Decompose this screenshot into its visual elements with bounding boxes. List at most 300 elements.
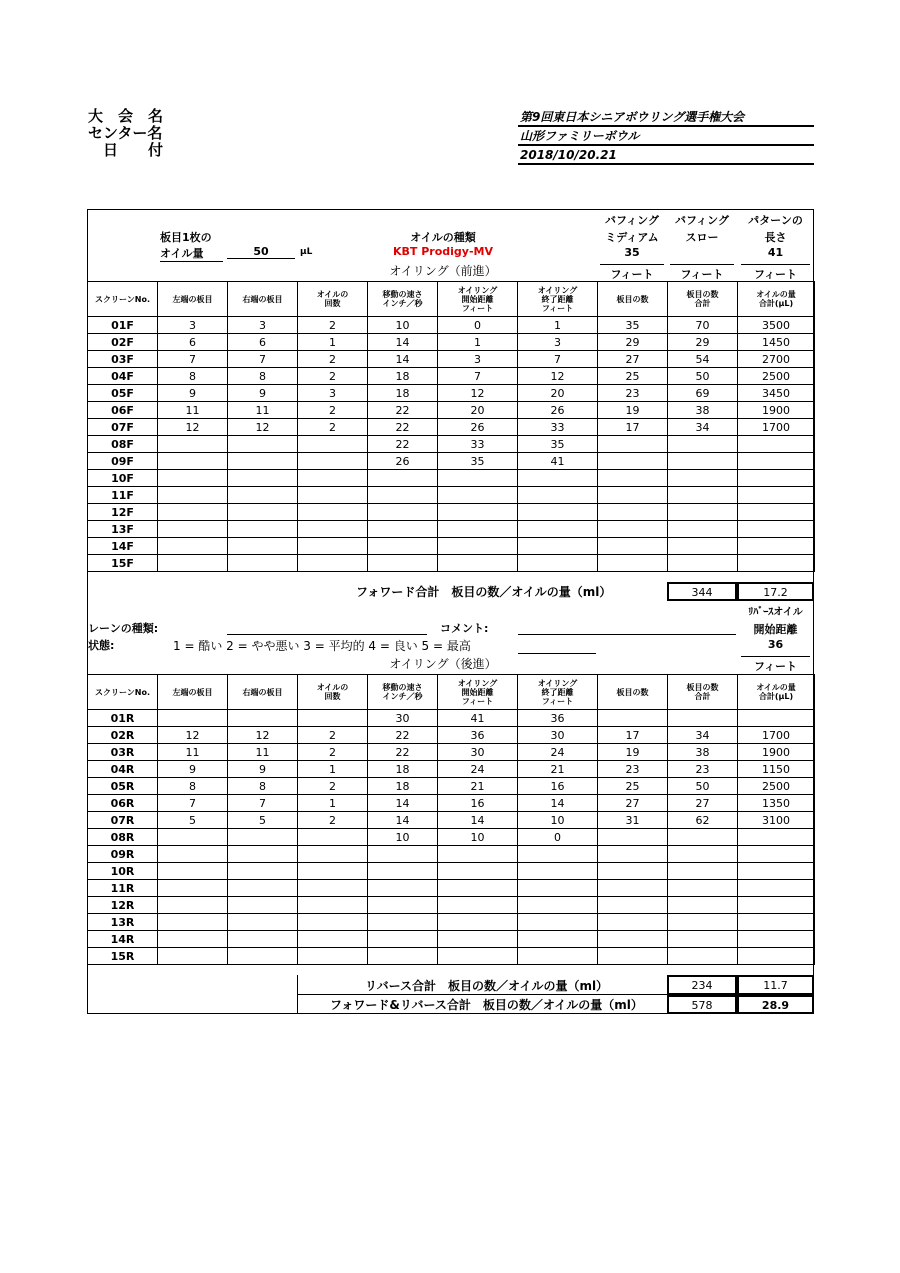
table-cell [228, 470, 298, 487]
center-name: 山形ファミリーボウル [518, 129, 814, 146]
table-cell [668, 436, 738, 453]
table-row [88, 727, 815, 744]
table-cell [368, 863, 438, 880]
table-row [88, 538, 815, 555]
table-cell: 2 [298, 351, 368, 368]
table-cell [518, 470, 598, 487]
table-row [88, 419, 815, 436]
table-cell: 2 [298, 727, 368, 744]
grand-total-boards: 578 [667, 995, 737, 1014]
label-center: センター名 [88, 124, 163, 142]
table-cell: 1450 [738, 334, 815, 351]
table-cell: 23 [598, 385, 668, 402]
table-cell: 1900 [738, 744, 815, 761]
table-cell [158, 453, 228, 470]
table-cell [438, 538, 518, 555]
reverse-column-header: オイリング 終了距離 フィート [518, 675, 598, 710]
table-cell [598, 931, 668, 948]
table-cell [668, 948, 738, 965]
table-cell [598, 846, 668, 863]
table-cell [598, 436, 668, 453]
table-cell: 7 [228, 351, 298, 368]
table-cell [368, 487, 438, 504]
table-cell: 69 [668, 385, 738, 402]
table-cell: 2 [298, 744, 368, 761]
table-row [88, 436, 815, 453]
table-cell: 0 [518, 829, 598, 846]
table-cell [518, 487, 598, 504]
reverse-start-label-1: ﾘﾊﾞｰｽオイル [748, 607, 803, 618]
table-row [88, 521, 815, 538]
table-row [88, 555, 815, 572]
table-cell [518, 931, 598, 948]
screen-number-cell: 07F [88, 419, 158, 436]
table-cell: 19 [598, 744, 668, 761]
table-cell [228, 931, 298, 948]
table-cell [228, 521, 298, 538]
table-row [88, 897, 815, 914]
table-cell [598, 914, 668, 931]
table-cell [228, 880, 298, 897]
table-cell: 70 [668, 317, 738, 334]
table-cell: 54 [668, 351, 738, 368]
table-cell [598, 538, 668, 555]
table-row [88, 453, 815, 470]
table-cell [298, 829, 368, 846]
buffing-medium-value: 35 [624, 246, 640, 259]
table-cell [298, 880, 368, 897]
screen-number-cell: 15F [88, 555, 158, 572]
table-cell: 9 [158, 761, 228, 778]
table-row [88, 863, 815, 880]
table-cell [668, 538, 738, 555]
screen-number-cell: 06F [88, 402, 158, 419]
table-cell [738, 555, 815, 572]
pattern-length-label-1: パターンの [748, 214, 803, 227]
table-cell: 1700 [738, 419, 815, 436]
reverse-column-header: オイルの 回数 [298, 675, 368, 710]
screen-number-cell: 01F [88, 317, 158, 334]
forward-table [87, 281, 815, 572]
buffing-slow-unit: フィート [670, 264, 734, 282]
table-cell: 33 [518, 419, 598, 436]
table-cell [668, 453, 738, 470]
table-cell: 36 [438, 727, 518, 744]
table-cell: 7 [228, 795, 298, 812]
table-cell: 2500 [738, 778, 815, 795]
table-cell: 34 [668, 419, 738, 436]
table-cell: 7 [158, 795, 228, 812]
table-cell: 12 [228, 727, 298, 744]
table-cell [518, 880, 598, 897]
table-cell [298, 436, 368, 453]
table-cell [158, 538, 228, 555]
table-cell [298, 487, 368, 504]
table-cell: 33 [438, 436, 518, 453]
table-cell [738, 846, 815, 863]
screen-number-cell: 05F [88, 385, 158, 402]
table-cell: 9 [228, 761, 298, 778]
oil-type: KBT Prodigy-MV [393, 245, 493, 258]
table-row [88, 829, 815, 846]
table-cell [298, 538, 368, 555]
reverse-start-value: 36 [767, 638, 784, 651]
table-row [88, 914, 815, 931]
table-row [88, 504, 815, 521]
table-cell: 1 [518, 317, 598, 334]
screen-number-cell: 03R [88, 744, 158, 761]
table-cell: 20 [518, 385, 598, 402]
table-cell [438, 880, 518, 897]
reverse-column-header: 板目の数 合計 [668, 675, 738, 710]
lane-type-line [227, 634, 427, 635]
table-cell: 29 [668, 334, 738, 351]
screen-number-cell: 08R [88, 829, 158, 846]
screen-number-cell: 10F [88, 470, 158, 487]
table-cell [598, 487, 668, 504]
buffing-medium-label-1: バフィング [605, 214, 659, 227]
table-cell [158, 846, 228, 863]
table-cell [738, 710, 815, 727]
table-row [88, 931, 815, 948]
screen-number-cell: 09F [88, 453, 158, 470]
table-cell [518, 846, 598, 863]
table-cell: 27 [598, 795, 668, 812]
table-cell [158, 710, 228, 727]
forward-column-header: 左端の板目 [158, 282, 228, 317]
table-cell [228, 487, 298, 504]
reverse-column-header: オイルの量 合計(μL) [738, 675, 815, 710]
table-cell [598, 470, 668, 487]
table-cell [668, 931, 738, 948]
table-cell: 30 [518, 727, 598, 744]
table-cell: 9 [158, 385, 228, 402]
comment-label: コメント: [440, 622, 489, 635]
reverse-table [87, 674, 815, 965]
table-cell: 1 [298, 761, 368, 778]
forward-column-header: 右端の板目 [228, 282, 298, 317]
table-cell: 3500 [738, 317, 815, 334]
table-cell: 8 [228, 368, 298, 385]
table-row [88, 351, 815, 368]
table-cell [438, 555, 518, 572]
table-cell: 3450 [738, 385, 815, 402]
table-cell [598, 863, 668, 880]
table-cell: 38 [668, 402, 738, 419]
table-cell: 7 [158, 351, 228, 368]
table-cell [438, 487, 518, 504]
table-cell [438, 948, 518, 965]
screen-number-cell: 07R [88, 812, 158, 829]
screen-number-cell: 12F [88, 504, 158, 521]
table-cell: 14 [518, 795, 598, 812]
table-cell: 12 [228, 419, 298, 436]
table-cell [668, 504, 738, 521]
table-cell [438, 863, 518, 880]
table-cell [158, 555, 228, 572]
table-row [88, 334, 815, 351]
table-row [88, 744, 815, 761]
table-cell: 21 [518, 761, 598, 778]
table-cell: 14 [438, 812, 518, 829]
table-cell: 18 [368, 761, 438, 778]
table-cell: 12 [518, 368, 598, 385]
screen-number-cell: 01R [88, 710, 158, 727]
table-cell: 22 [368, 744, 438, 761]
table-cell [738, 948, 815, 965]
table-cell [298, 521, 368, 538]
table-cell [598, 504, 668, 521]
table-row [88, 487, 815, 504]
table-cell: 50 [668, 368, 738, 385]
table-cell: 17 [598, 419, 668, 436]
table-cell: 1 [298, 795, 368, 812]
buffing-medium-unit: フィート [600, 264, 664, 282]
header-values [518, 110, 814, 167]
table-cell: 18 [368, 778, 438, 795]
forward-column-header: スクリーンNo. [88, 282, 158, 317]
table-cell [228, 538, 298, 555]
table-cell: 25 [598, 368, 668, 385]
table-cell: 11 [228, 402, 298, 419]
pattern-length-value: 41 [767, 246, 784, 259]
table-cell [438, 897, 518, 914]
table-cell [228, 453, 298, 470]
reverse-start-label-2: 開始距離 [753, 623, 798, 636]
buffing-medium-label-2: ミディアム [605, 231, 659, 244]
table-cell [298, 914, 368, 931]
table-cell [298, 931, 368, 948]
table-row [88, 470, 815, 487]
table-cell: 22 [368, 402, 438, 419]
table-cell: 35 [518, 436, 598, 453]
table-row [88, 880, 815, 897]
table-cell [228, 863, 298, 880]
table-cell [518, 897, 598, 914]
screen-number-cell: 11R [88, 880, 158, 897]
table-cell [228, 914, 298, 931]
table-cell: 14 [368, 351, 438, 368]
table-cell [158, 504, 228, 521]
table-cell: 18 [368, 368, 438, 385]
table-cell [738, 863, 815, 880]
forward-total-ml: 17.2 [737, 582, 814, 601]
screen-number-cell: 14R [88, 931, 158, 948]
table-cell [668, 863, 738, 880]
table-cell [368, 948, 438, 965]
table-cell [228, 897, 298, 914]
table-cell [158, 863, 228, 880]
table-cell: 25 [598, 778, 668, 795]
table-cell [738, 504, 815, 521]
table-cell: 17 [598, 727, 668, 744]
table-cell: 3 [228, 317, 298, 334]
table-cell [368, 555, 438, 572]
table-row [88, 317, 815, 334]
label-tournament: 大 会 名 [88, 107, 164, 125]
pattern-length-label-2: 長さ [764, 231, 787, 244]
table-cell: 3 [518, 334, 598, 351]
table-cell [228, 948, 298, 965]
table-cell [158, 914, 228, 931]
table-row [88, 778, 815, 795]
table-cell [668, 487, 738, 504]
forward-column-header: オイルの 回数 [298, 282, 368, 317]
table-cell: 27 [598, 351, 668, 368]
table-row [88, 761, 815, 778]
screen-number-cell: 05R [88, 778, 158, 795]
table-cell: 2 [298, 419, 368, 436]
table-cell [298, 897, 368, 914]
table-cell: 12 [158, 419, 228, 436]
table-cell [668, 897, 738, 914]
table-cell: 1350 [738, 795, 815, 812]
table-row [88, 402, 815, 419]
table-cell [738, 897, 815, 914]
table-cell [368, 846, 438, 863]
table-cell [228, 829, 298, 846]
table-cell [668, 829, 738, 846]
table-cell [368, 880, 438, 897]
forward-column-header: オイリング 開始距離 フィート [438, 282, 518, 317]
table-cell [158, 487, 228, 504]
reverse-total-boards: 234 [667, 975, 737, 995]
table-cell [298, 710, 368, 727]
table-cell: 41 [518, 453, 598, 470]
table-cell [438, 504, 518, 521]
table-cell: 1 [298, 334, 368, 351]
table-cell [368, 538, 438, 555]
table-cell [738, 521, 815, 538]
table-cell: 1150 [738, 761, 815, 778]
table-cell [368, 504, 438, 521]
table-cell [518, 863, 598, 880]
table-cell [738, 931, 815, 948]
buffing-slow-label-1: バフィング [675, 214, 729, 227]
grand-total-label: フォワード&リバース合計 板目の数／オイルの量（ml） [330, 998, 643, 1012]
table-cell [158, 948, 228, 965]
table-cell [518, 521, 598, 538]
table-cell: 27 [668, 795, 738, 812]
table-cell [438, 931, 518, 948]
event-date: 2018/10/20.21 [518, 148, 814, 165]
screen-number-cell: 09R [88, 846, 158, 863]
table-cell: 36 [518, 710, 598, 727]
table-cell [738, 453, 815, 470]
state-label: 状態: [88, 639, 115, 652]
forward-column-header: オイリング 終了距離 フィート [518, 282, 598, 317]
table-cell [518, 538, 598, 555]
table-row [88, 846, 815, 863]
table-cell: 5 [228, 812, 298, 829]
table-cell: 19 [598, 402, 668, 419]
table-cell: 23 [668, 761, 738, 778]
table-cell: 26 [368, 453, 438, 470]
oil-unit: μL [300, 247, 313, 257]
lane-type-label: レーンの種類: [88, 622, 159, 635]
table-cell [368, 914, 438, 931]
table-cell [738, 538, 815, 555]
table-cell [438, 521, 518, 538]
table-cell: 10 [518, 812, 598, 829]
table-cell [668, 710, 738, 727]
oil-amount: 50 [227, 245, 295, 259]
table-cell: 11 [228, 744, 298, 761]
table-cell [298, 846, 368, 863]
table-cell [598, 897, 668, 914]
table-cell [368, 470, 438, 487]
reverse-column-header: 右端の板目 [228, 675, 298, 710]
reverse-column-header: スクリーンNo. [88, 675, 158, 710]
table-cell [228, 504, 298, 521]
table-cell [738, 829, 815, 846]
table-cell [668, 914, 738, 931]
table-cell [518, 504, 598, 521]
screen-number-cell: 13R [88, 914, 158, 931]
screen-number-cell: 04F [88, 368, 158, 385]
table-cell: 5 [158, 812, 228, 829]
screen-number-cell: 13F [88, 521, 158, 538]
oil-type-label: オイルの種類 [410, 231, 476, 244]
table-cell: 2 [298, 368, 368, 385]
table-cell: 8 [158, 778, 228, 795]
reverse-column-header: 移動の速さ インチ／秒 [368, 675, 438, 710]
table-row [88, 948, 815, 965]
screen-number-cell: 02F [88, 334, 158, 351]
table-cell: 1700 [738, 727, 815, 744]
table-cell: 35 [438, 453, 518, 470]
table-cell [298, 453, 368, 470]
reverse-column-header: 板目の数 [598, 675, 668, 710]
totals-divider [297, 994, 667, 995]
table-cell [368, 521, 438, 538]
forward-column-header: 板目の数 [598, 282, 668, 317]
table-cell: 26 [518, 402, 598, 419]
table-cell: 62 [668, 812, 738, 829]
table-cell [158, 931, 228, 948]
table-cell [298, 863, 368, 880]
table-cell [158, 436, 228, 453]
table-cell: 24 [438, 761, 518, 778]
table-cell [598, 829, 668, 846]
table-cell [298, 948, 368, 965]
table-cell [298, 555, 368, 572]
table-cell: 30 [438, 744, 518, 761]
screen-number-cell: 04R [88, 761, 158, 778]
table-row [88, 812, 815, 829]
table-cell [438, 470, 518, 487]
screen-number-cell: 12R [88, 897, 158, 914]
reverse-start-unit: フィート [741, 656, 810, 674]
forward-section-label: オイリング（前進） [389, 264, 497, 278]
comment-line-2 [518, 653, 596, 654]
table-cell [668, 846, 738, 863]
table-cell [668, 555, 738, 572]
table-cell [668, 880, 738, 897]
table-cell [518, 948, 598, 965]
table-cell [738, 470, 815, 487]
table-cell: 12 [158, 727, 228, 744]
table-cell: 41 [438, 710, 518, 727]
table-cell: 31 [598, 812, 668, 829]
table-cell [158, 897, 228, 914]
table-cell: 23 [598, 761, 668, 778]
table-cell: 3 [158, 317, 228, 334]
pattern-length-unit: フィート [741, 264, 810, 282]
table-cell: 2500 [738, 368, 815, 385]
table-cell: 14 [368, 334, 438, 351]
table-row [88, 368, 815, 385]
